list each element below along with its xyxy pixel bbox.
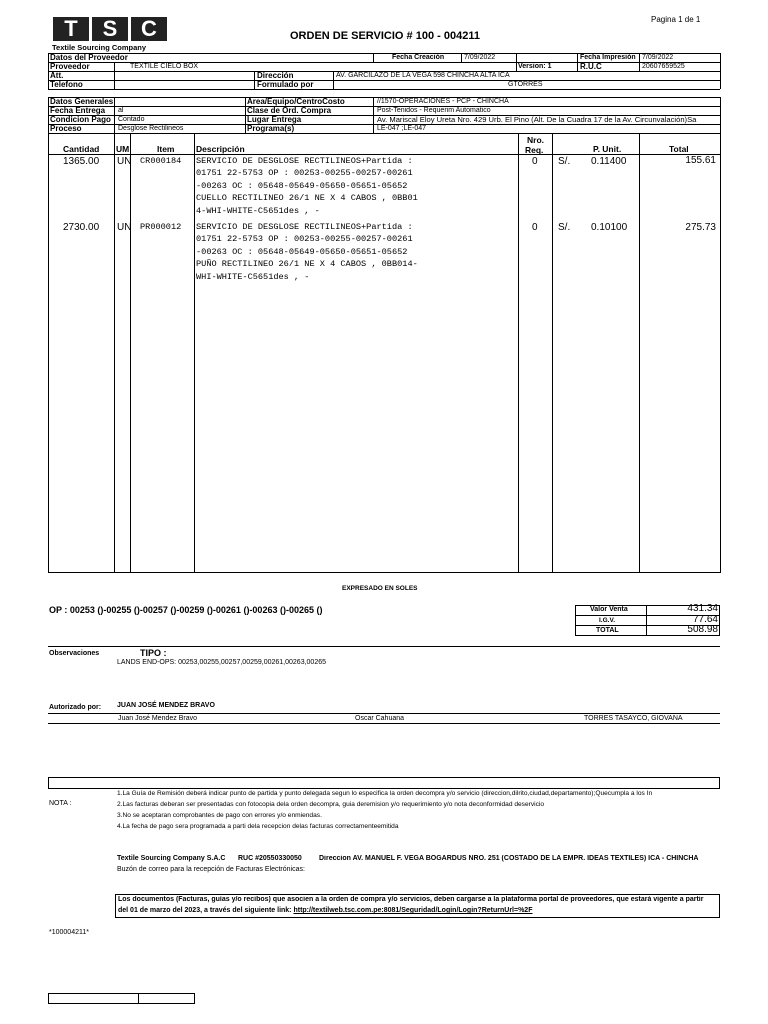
portal-notice-box [115, 894, 720, 918]
row-um: UN [117, 222, 132, 233]
autorizado-label: Autorizado por: [49, 704, 102, 711]
row-nro: 0 [532, 222, 538, 233]
portal-line-1: Los documentos (Facturas, guías y/o recibos) que asocien a la orden de compra y/o servicios, deben cargarse a la plataforma portal de proveedores, que estará vigente a partir [118, 896, 704, 903]
row-item: PR000012 [140, 222, 182, 232]
proveedor-label: Proveedor [50, 62, 90, 71]
nota-3: 3.No se aceptaran comprobantes de pago con errores y/o enmiendas. [117, 812, 322, 819]
company-name: Textile Sourcing Company S.A.C [117, 855, 226, 862]
row-total: 155.61 [685, 155, 716, 166]
header-um: UM [116, 144, 130, 154]
direccion-label: Dirección [257, 71, 294, 80]
igv-label: I.G.V. [599, 617, 616, 624]
fecha-entrega-value: al [118, 107, 124, 114]
fecha-entrega-label: Fecha Entrega [50, 106, 106, 115]
row-desc-line: -00263 OC : 05648-05649-05650-05651-05652 [196, 246, 408, 257]
observaciones-text: LANDS END-OPS: 00253,00255,00257,00259,00261,00263,00265 [117, 659, 326, 666]
header-punit: P. Unit. [593, 144, 622, 154]
row-desc-line: PUÑO RECTILINEO 26/1 NE X 4 CABOS , 0BB014- [196, 259, 418, 270]
total-label: TOTAL [596, 627, 619, 634]
row-desc-line: WHI-WHITE-C5651des , - [196, 271, 310, 282]
telefono-label: Telefono [50, 80, 83, 89]
total-value: 508.98 [687, 624, 718, 635]
clase-value: Post-Tenidos - Requerim Automatico [377, 107, 491, 114]
barcode-text: *100004211* [49, 929, 89, 936]
autorizado-value: JUAN JOSÉ MENDEZ BRAVO [117, 702, 215, 709]
row-punit: 0.10100 [591, 222, 628, 233]
logo-letter-t: T [53, 17, 89, 41]
header-total: Total [669, 144, 689, 154]
condicion-value: Contado [118, 116, 145, 123]
clase-label: Clase de Ord. Compra [247, 106, 332, 115]
fecha-creacion-label: Fecha Creación [392, 54, 445, 61]
proceso-value: Desglose Rectilineos [118, 125, 184, 132]
supplier-section-label: Datos del Proveedor [50, 53, 128, 62]
fecha-creacion-value: 7/09/2022 [464, 54, 496, 61]
att-label: Att. [50, 71, 64, 80]
igv-value: 77.64 [692, 614, 718, 625]
observaciones-label: Observaciones [49, 650, 100, 657]
footer-box [48, 993, 195, 1004]
area-value: //1570-OPERACIONES - PCP - CHINCHA [377, 98, 509, 105]
version-label: Version: 1 [518, 63, 552, 70]
row-desc-line: 4-WHI-WHITE-C5651des , - [196, 205, 320, 216]
header-descripcion: Descripción [196, 144, 245, 154]
nota-1: 1.La Guía de Remisión deberá indicar punto de partida y punto delegada segun lo especifica la orden decompra y/o servicio (direccion,dilrito,ciudad,departamento);Quecumpla a los In [117, 790, 653, 797]
valor-venta-label: Valor Venta [590, 606, 628, 613]
fecha-impresion-value: 7/09/2022 [642, 54, 674, 61]
row-desc-line: SERVICIO DE DESGLOSE RECTILINEOS+Partida : [196, 222, 413, 232]
direccion-value: AV. GARCILAZO DE LA VEGA 598 CHINCHA ALTA ICA [336, 72, 510, 79]
lugar-label: Lugar Entrega [247, 115, 302, 124]
firma-2: Oscar Cahuana [355, 715, 405, 722]
row-item: CR000184 [140, 156, 182, 166]
company-ruc: RUC #20550330050 [238, 855, 302, 862]
portal-line-2-text: del 01 de marzo del 2023, a través del siguiente link: [118, 907, 294, 914]
row-desc-line: SERVICIO DE DESGLOSE RECTILINEOS+Partida : [196, 156, 413, 166]
logo-tagline: Textile Sourcing Company [52, 43, 147, 52]
ruc-value: 20607659525 [642, 63, 685, 70]
firma-1: Juan José Mendez Bravo [118, 715, 197, 722]
row-cantidad: 1365.00 [63, 156, 100, 167]
row-cantidad: 2730.00 [63, 222, 100, 233]
page-number: Pagina 1 de 1 [651, 15, 701, 24]
fecha-impresion-label: Fecha Impresión [580, 54, 636, 61]
tipo-label: TIPO : [140, 648, 167, 658]
ruc-label: R.U.C [580, 62, 602, 71]
nota-4: 4.La fecha de pago sera programada a parti dela recepcion delas facturas correctamenteemitida [117, 823, 399, 830]
header-item: Item [157, 144, 175, 154]
row-desc-line: -00263 OC : 05648-05649-05650-05651-05652 [196, 180, 408, 191]
document-title: ORDEN DE SERVICIO # 100 - 004211 [290, 30, 480, 42]
logo-letter-s: S [92, 17, 128, 41]
row-desc-line: 01751 22-5753 OP : 00253-00255-00257-00261 [196, 234, 413, 245]
proceso-label: Proceso [50, 124, 82, 133]
row-um: UN [117, 156, 132, 167]
datos-generales-label: Datos Generales [50, 97, 114, 106]
buzon-text: Buzón de correo para la recepción de Facturas Electrónicas: [117, 866, 305, 873]
row-total: 275.73 [685, 222, 716, 233]
row-desc-line: 01751 22-5753 OP : 00253-00255-00257-00261 [196, 168, 413, 179]
row-moneda: S/. [558, 156, 571, 167]
header-cantidad: Cantidad [63, 144, 100, 154]
row-desc-line: CUELLO RECTILINEO 26/1 NE X 4 CABOS , 0BB01 [196, 193, 418, 204]
currency-note: EXPRESADO EN SOLES [342, 585, 418, 592]
company-address: Direccion AV. MANUEL F. VEGA BOGARDUS NRO. 251 (COSTADO DE LA EMPR. IDEAS TEXTILES) ICA - CHINCHA [319, 855, 699, 862]
row-punit: 0.11400 [591, 156, 627, 167]
portal-link[interactable]: http://textilweb.tsc.com.pe:8081/Seguridad/Login/Login?ReturnUrl=%2F [293, 907, 533, 914]
op-line: OP : 00253 ()-00255 ()-00257 ()-00259 ()-00261 ()-00263 ()-00265 () [49, 605, 323, 615]
nota-2: 2.Las facturas deberan ser presentadas con fotocopia dela orden decompra, guia deremision y/o requerimiento y/o nota deconformidad deservicio [117, 801, 545, 808]
nota-label: NOTA : [49, 800, 72, 807]
row-nro: 0 [532, 156, 538, 167]
portal-line-2 [118, 907, 532, 914]
formulado-value: GTORRES [508, 81, 543, 88]
row-moneda: S/. [558, 222, 571, 233]
logo-letter-c: C [131, 17, 167, 41]
programa-value: LE-047 ;LE-047 [377, 125, 427, 132]
proveedor-value: TEXTILE CIELO BOX [130, 63, 199, 70]
header-req: Req. [525, 145, 544, 155]
formulado-label: Formulado por [257, 80, 314, 89]
notes-header-bar [48, 777, 720, 789]
valor-venta-value: 431.34 [687, 603, 718, 614]
firma-3: TORRES TASAYCO, GIOVANA [584, 715, 683, 722]
condicion-label: Condicion Pago [50, 115, 111, 124]
programa-label: Programa(s) [247, 124, 295, 133]
area-label: Area/Equipo/CentroCosto [247, 97, 345, 106]
header-nro: Nro. [527, 135, 544, 145]
lugar-value: Av. Mariscal Eloy Ureta Nro. 429 Urb. El Pino (Alt. De la Cuadra 17 de la Av. Circunvalación)Sa [377, 115, 697, 124]
